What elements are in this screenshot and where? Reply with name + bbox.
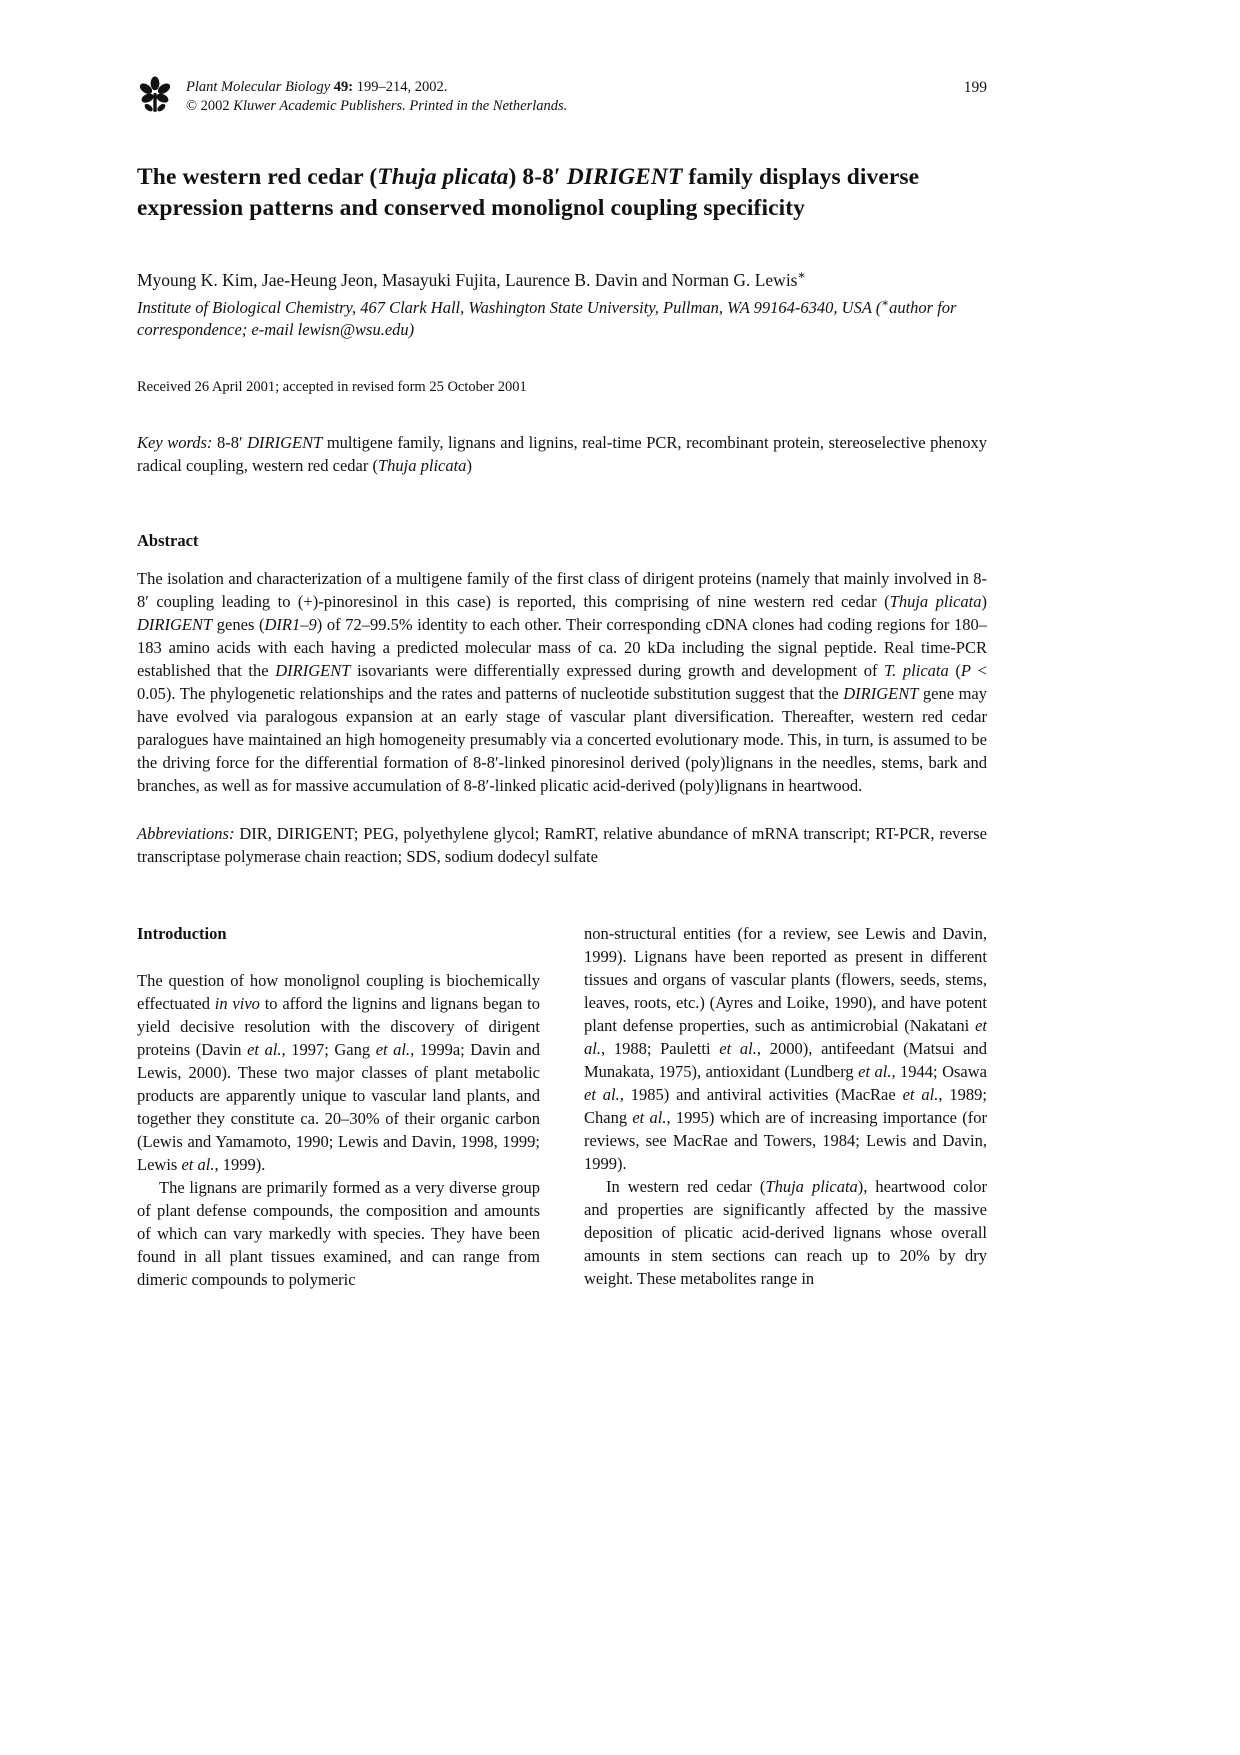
journal-citation: Plant Molecular Biology 49: 199–214, 2002. (186, 79, 448, 95)
publisher-logo-icon (137, 76, 173, 114)
right-column (584, 922, 987, 1291)
abstract-text: The isolation and characterization of a multigene family of the first class of dirigent proteins (namely that mainly involved in 8-8′ coupling leading to (+)-pinoresinol in this case) is reported, this comprising of nine western red cedar (Thuja plicata) DIRIGENT genes (DIR1–9) of 72–99.5% identity to each other. Their corresponding cDNA clones had coding regions for 180–183 amino acids with each having a predicted molecular mass of ca. 20 kDa including the signal peptide. Real time-PCR established that the DIRIGENT isovariants were differentially expressed during growth and development of T. plicata (P < 0.05). The phylogenetic relationships and the rates and patterns of nucleotide substitution suggest that the DIRIGENT gene may have evolved via paralogous expansion at an early stage of vascular plant diversification. Thereafter, western red cedar paralogues have maintained an high homogeneity presumably via a concerted evolutionary mode. This, in turn, is assumed to be the driving force for the differential formation of 8-8′-linked pinoresinol derived (poly)lignans in the needles, stems, bark and branches, as well as for massive accumulation of 8-8′-linked plicatic acid-derived (poly)lignans in heartwood. (137, 569, 987, 795)
keywords-paragraph: Key words: 8-8′ DIRIGENT multigene family, lignans and lignins, real-time PCR, recombinant protein, stereoselective phenoxy radical coupling, western red cedar (Thuja plicata) (137, 433, 987, 475)
two-column-body (137, 922, 987, 1291)
intro-left-paragraph-2: The lignans are primarily formed as a very diverse group of plant defense compounds, the composition and amounts of which can vary markedly with species. They have been found in all plant tissues examined, and can range from dimeric compounds to polymeric (137, 1178, 540, 1289)
page-header (137, 78, 987, 116)
intro-left-paragraph-1: The question of how monolignol coupling is biochemically effectuated in vivo to afford the lignins and lignans began to yield decisive resolution with the discovery of dirigent proteins (Davin et al., 1997; Gang et al., 1999a; Davin and Lewis, 2000). These two major classes of plant metabolic products are apparently unique to vascular land plants, and together they constitute ca. 20–30% of their organic carbon (Lewis and Yamamoto, 1990; Lewis and Davin, 1998, 1999; Lewis et al., 1999). (137, 971, 540, 1174)
copyright-line: © 2002 Kluwer Academic Publishers. Printed in the Netherlands. (186, 98, 568, 114)
journal-citation-block (186, 78, 567, 116)
introduction-heading: Introduction (137, 924, 227, 943)
affiliation-line: Institute of Biological Chemistry, 467 Clark Hall, Washington State University, Pullman, WA 99164-6340, USA (∗author for correspondence; e-mail lewisn@wsu.edu) (137, 297, 957, 339)
page-number: 199 (963, 79, 987, 96)
abstract-heading: Abstract (137, 531, 199, 550)
article-title: The western red cedar (Thuja plicata) 8-8′ DIRIGENT family displays diverse expression patterns and conserved monolignol coupling specificity (137, 164, 920, 221)
abbreviations-paragraph: Abbreviations: DIR, DIRIGENT; PEG, polyethylene glycol; RamRT, relative abundance of mRNA transcript; RT-PCR, reverse transcriptase polymerase chain reaction; SDS, sodium dodecyl sulfate (137, 824, 987, 866)
intro-right-paragraph-1: non-structural entities (for a review, see Lewis and Davin, 1999). Lignans have been reported as present in different tissues and organs of vascular plants (flowers, seeds, stems, leaves, roots, etc.) (Ayres and Loike, 1990), and have potent plant defense properties, such as antimicrobial (Nakatani et al., 1988; Pauletti et al., 2000), antifeedant (Matsui and Munakata, 1975), antioxidant (Lundberg et al., 1944; Osawa et al., 1985) and antiviral activities (MacRae et al., 1989; Chang et al., 1995) which are of increasing importance (for reviews, see MacRae and Towers, 1984; Lewis and Davin, 1999). (584, 924, 987, 1173)
received-line: Received 26 April 2001; accepted in revised form 25 October 2001 (137, 379, 527, 395)
authors-line: Myoung K. Kim, Jae-Heung Jeon, Masayuki Fujita, Laurence B. Davin and Norman G. Lewis∗ (137, 268, 806, 290)
left-column (137, 922, 540, 1291)
intro-right-paragraph-2: In western red cedar (Thuja plicata), heartwood color and properties are significantly affected by the massive deposition of plicatic acid-derived lignans whose overall amounts in stem sections can reach up to 20% by dry weight. These metabolites range in (584, 1177, 987, 1288)
